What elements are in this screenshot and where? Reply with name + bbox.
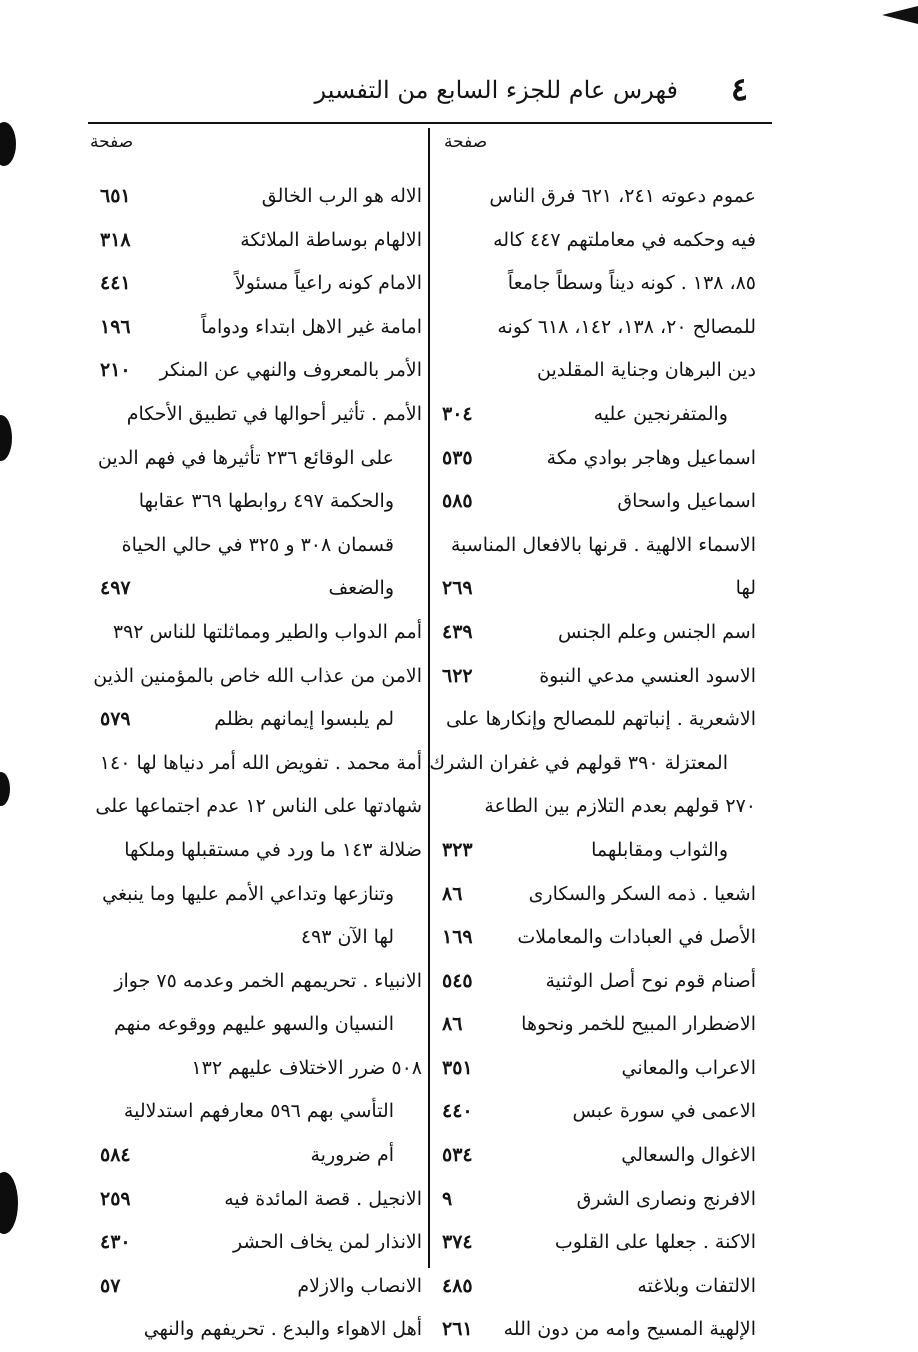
entry-text: لم يلبسوا إيمانهم بظلم (214, 708, 394, 731)
left-index-entry (92, 480, 422, 524)
entry-text: الالتفات وبلاغته (637, 1274, 756, 1297)
left-index-entry (92, 1308, 422, 1352)
entry-text: دين البرهان وجناية المقلدين (537, 359, 756, 382)
entry-text: على الوقائع ٢٣٦ تأثيرها في فهم الدين (97, 446, 394, 469)
entry-page-number: ٣٢٣ (442, 838, 473, 861)
entry-page-number: ١٦٩ (442, 926, 473, 949)
entry-text: والثواب ومقابلهما (591, 838, 728, 861)
entry-text: عموم دعوته ٢٤١، ٦٢١ فرق الناس (489, 185, 756, 207)
right-index-entry (434, 524, 756, 568)
right-index-entry (429, 742, 756, 786)
right-index-entry (434, 1308, 756, 1352)
entry-page-number: ٨٦ (442, 882, 463, 905)
left-index-entry (92, 1090, 422, 1134)
right-index-entry (434, 655, 756, 699)
entry-text: الالهام بوساطة الملائكة (240, 228, 422, 251)
right-index-entry (434, 873, 756, 917)
entry-text: أمم الدواب والطير ومماثلتها للناس ٣٩٢ (112, 620, 422, 643)
right-index-entry (434, 1178, 756, 1222)
entry-text: والضعف (328, 577, 394, 600)
left-index-entry (92, 349, 422, 393)
entry-text: الأمم . تأثير أحوالها في تطبيق الأحكام (126, 402, 422, 425)
entry-page-number: ٤٣٩ (442, 620, 473, 643)
page-title: فهرس عام للجزء السابع من التفسير (314, 76, 678, 104)
entry-text: أمة محمد . تفويض الله أمر دنياها لها ١٤٠ (99, 751, 422, 774)
right-index-entry (434, 219, 756, 263)
entry-page-number: ١٩٦ (100, 315, 131, 338)
entry-text: وتنازعها وتداعي الأمم عليها وما ينبغي (102, 882, 394, 905)
entry-text: الانبياء . تحريمهم الخمر وعدمه ٧٥ جواز (114, 969, 422, 992)
entry-page-number: ٤٩٧ (100, 577, 131, 600)
left-index-entry (92, 1265, 422, 1309)
entry-page-number: ٣٠٤ (442, 402, 473, 425)
entry-text: الاسماء الالهية . قرنها بالافعال المناسبة (450, 533, 756, 556)
right-index-entry (434, 175, 756, 219)
entry-page-number: ٥٣٤ (442, 1144, 473, 1167)
entry-text: التأسي بهم ٥٩٦ معارفهم استدلالية (123, 1100, 394, 1123)
binding-hole-mark (0, 1172, 18, 1234)
entry-text: ٨٥، ١٣٨ . كونه ديناً وسطاً جامعاً (507, 272, 756, 295)
left-index-entry (92, 306, 422, 350)
entry-page-number: ٣٧٤ (442, 1231, 473, 1254)
entry-text: الاسود العنسي مدعي النبوة (539, 664, 756, 687)
left-index-entry (92, 698, 422, 742)
right-index-entry (434, 916, 756, 960)
entry-text: الاغوال والسعالي (621, 1144, 756, 1167)
entry-page-number: ٥٨٥ (442, 490, 473, 513)
right-index-entry (434, 1221, 756, 1265)
left-index-entry (92, 742, 422, 786)
entry-text: قسمان ٣٠٨ و ٣٢٥ في حالي الحياة (121, 533, 394, 556)
entry-page-number: ٦٥١ (100, 185, 131, 207)
left-index-entry (92, 655, 422, 699)
entry-text: الامن من عذاب الله خاص بالمؤمنين الذين (93, 664, 422, 687)
entry-text: والمتفرنجين عليه (593, 402, 728, 425)
left-index-entry (92, 960, 422, 1004)
entry-text: الاعمى في سورة عبس (572, 1100, 756, 1123)
entry-text: والحكمة ٤٩٧ روابطها ٣٦٩ عقابها (138, 490, 394, 513)
entry-text: شهادتها على الناس ١٢ عدم اجتماعها على (95, 795, 422, 818)
page-number: ٤ (730, 70, 748, 108)
entry-page-number: ٤٨٥ (442, 1274, 473, 1297)
entry-text: الاعراب والمعاني (621, 1056, 756, 1079)
right-index-entry (434, 262, 756, 306)
right-index-entry (434, 306, 756, 350)
entry-page-number: ٥٧٩ (100, 708, 131, 731)
entry-text: أهل الاهواء والبدع . تحريفهم والنهي (143, 1318, 422, 1341)
entry-text: الانصاب والازلام (297, 1274, 422, 1297)
right-index-entry (434, 1003, 756, 1047)
left-index-entry (92, 611, 422, 655)
entry-page-number: ٢١٠ (100, 359, 131, 382)
left-index-entry (92, 1003, 422, 1047)
right-index-entry (434, 349, 756, 393)
entry-text: النسيان والسهو عليهم ووقوعه منهم (114, 1013, 394, 1036)
right-index-entry (434, 1090, 756, 1134)
entry-page-number: ٤٣٠ (100, 1231, 131, 1254)
left-index-entry (92, 873, 422, 917)
left-index-entry (92, 175, 422, 219)
entry-text: ضلالة ١٤٣ ما ورد في مستقبلها وملكها (124, 838, 422, 861)
entry-text: اسم الجنس وعلم الجنس (558, 620, 756, 643)
left-index-entry (92, 1221, 422, 1265)
header-rule (88, 122, 772, 124)
entry-page-number: ٥٤٥ (442, 969, 473, 992)
entry-text: الامام كونه راعياً مسئولاً (234, 272, 422, 295)
entry-text: أصنام قوم نوح أصل الوثنية (545, 969, 756, 992)
entry-page-number: ٢٥٩ (100, 1187, 131, 1210)
binding-hole-mark (0, 122, 16, 166)
entry-text: للمصالح ٢٠، ١٣٨، ١٤٢، ٦١٨ كونه (497, 315, 756, 338)
column-divider (428, 128, 430, 1268)
left-index-entry (92, 567, 422, 611)
left-index-entry (92, 524, 422, 568)
binding-hole-mark (0, 772, 10, 806)
left-index-entry (92, 1047, 422, 1091)
entry-page-number: ٥٧ (100, 1274, 121, 1297)
entry-text: الافرنج ونصارى الشرق (576, 1187, 756, 1210)
entry-text: الانذار لمن يخاف الحشر (233, 1231, 422, 1254)
right-index-entry (434, 1047, 756, 1091)
entry-text: الاكنة . جعلها على القلوب (554, 1231, 756, 1254)
entry-text: فيه وحكمه في معاملتهم ٤٤٧ كاله (493, 228, 756, 251)
left-index-entry (92, 262, 422, 306)
entry-text: امامة غير الاهل ابتداء ودواماً (201, 315, 422, 338)
entry-page-number: ٣١٨ (100, 228, 131, 251)
left-index-entry (92, 916, 422, 960)
entry-page-number: ٢٦٩ (442, 577, 473, 600)
entry-page-number: ٥٨٤ (100, 1144, 131, 1167)
entry-page-number: ٤٤٠ (442, 1100, 473, 1123)
entry-text: اسماعيل وهاجر بوادي مكة (546, 446, 756, 469)
right-index-entry (434, 829, 756, 873)
entry-text: الاله هو الرب الخالق (261, 185, 422, 207)
left-index-entry (92, 1134, 422, 1178)
right-index-entry (434, 785, 756, 829)
entry-text: الأمر بالمعروف والنهي عن المنكر (159, 359, 422, 382)
right-index-entry (434, 1134, 756, 1178)
right-index-entry (434, 567, 756, 611)
entry-text: الإلهية المسيح وامه من دون الله (503, 1318, 756, 1341)
entry-text: الانجيل . قصة المائدة فيه (224, 1187, 422, 1210)
left-index-entry (92, 785, 422, 829)
entry-text: الأصل في العبادات والمعاملات (517, 926, 756, 949)
entry-text: المعتزلة ٣٩٠ قولهم في غفران الشرك (429, 751, 728, 774)
entry-page-number: ٨٦ (442, 1013, 463, 1036)
left-index-entry (92, 829, 422, 873)
left-index-entry (92, 1178, 422, 1222)
left-index-entry (92, 393, 422, 437)
corner-tab-mark (882, 6, 918, 24)
right-column-page-header: صفحة (444, 132, 488, 152)
entry-text: أم ضرورية (310, 1144, 394, 1167)
entry-text: اسماعيل واسحاق (617, 490, 756, 513)
right-index-entry (434, 1265, 756, 1309)
right-index-entry (434, 437, 756, 481)
left-index-column (92, 175, 422, 1352)
entry-text: ٢٧٠ قولهم بعدم التلازم بين الطاعة (484, 795, 756, 818)
page-header (248, 70, 748, 114)
entry-text: لها الآن ٤٩٣ (300, 926, 394, 949)
entry-text: الاشعرية . إنباتهم للمصالح وإنكارها على (445, 708, 756, 731)
right-index-entry (434, 960, 756, 1004)
entry-text: الاضطرار المبيح للخمر ونحوها (521, 1013, 756, 1036)
entry-text: ٥٠٨ ضرر الاختلاف عليهم ١٣٢ (191, 1056, 422, 1079)
entry-page-number: ٥٣٥ (442, 446, 473, 469)
entry-page-number: ٦٢٢ (442, 664, 473, 687)
left-index-entry (92, 437, 422, 481)
entry-page-number: ٤٤١ (100, 272, 131, 295)
entry-text: اشعيا . ذمه السكر والسكارى (528, 882, 756, 905)
right-index-entry (434, 393, 756, 437)
binding-hole-mark (0, 415, 12, 461)
right-index-entry (434, 480, 756, 524)
entry-page-number: ٢٦١ (442, 1318, 473, 1341)
entry-text: لها (735, 577, 756, 600)
left-index-entry (92, 219, 422, 263)
right-index-column (429, 175, 756, 1352)
entry-page-number: ٩ (442, 1187, 453, 1210)
right-index-entry (434, 611, 756, 655)
left-column-page-header: صفحة (90, 132, 134, 152)
right-index-entry (434, 698, 756, 742)
entry-page-number: ٣٥١ (442, 1056, 473, 1079)
